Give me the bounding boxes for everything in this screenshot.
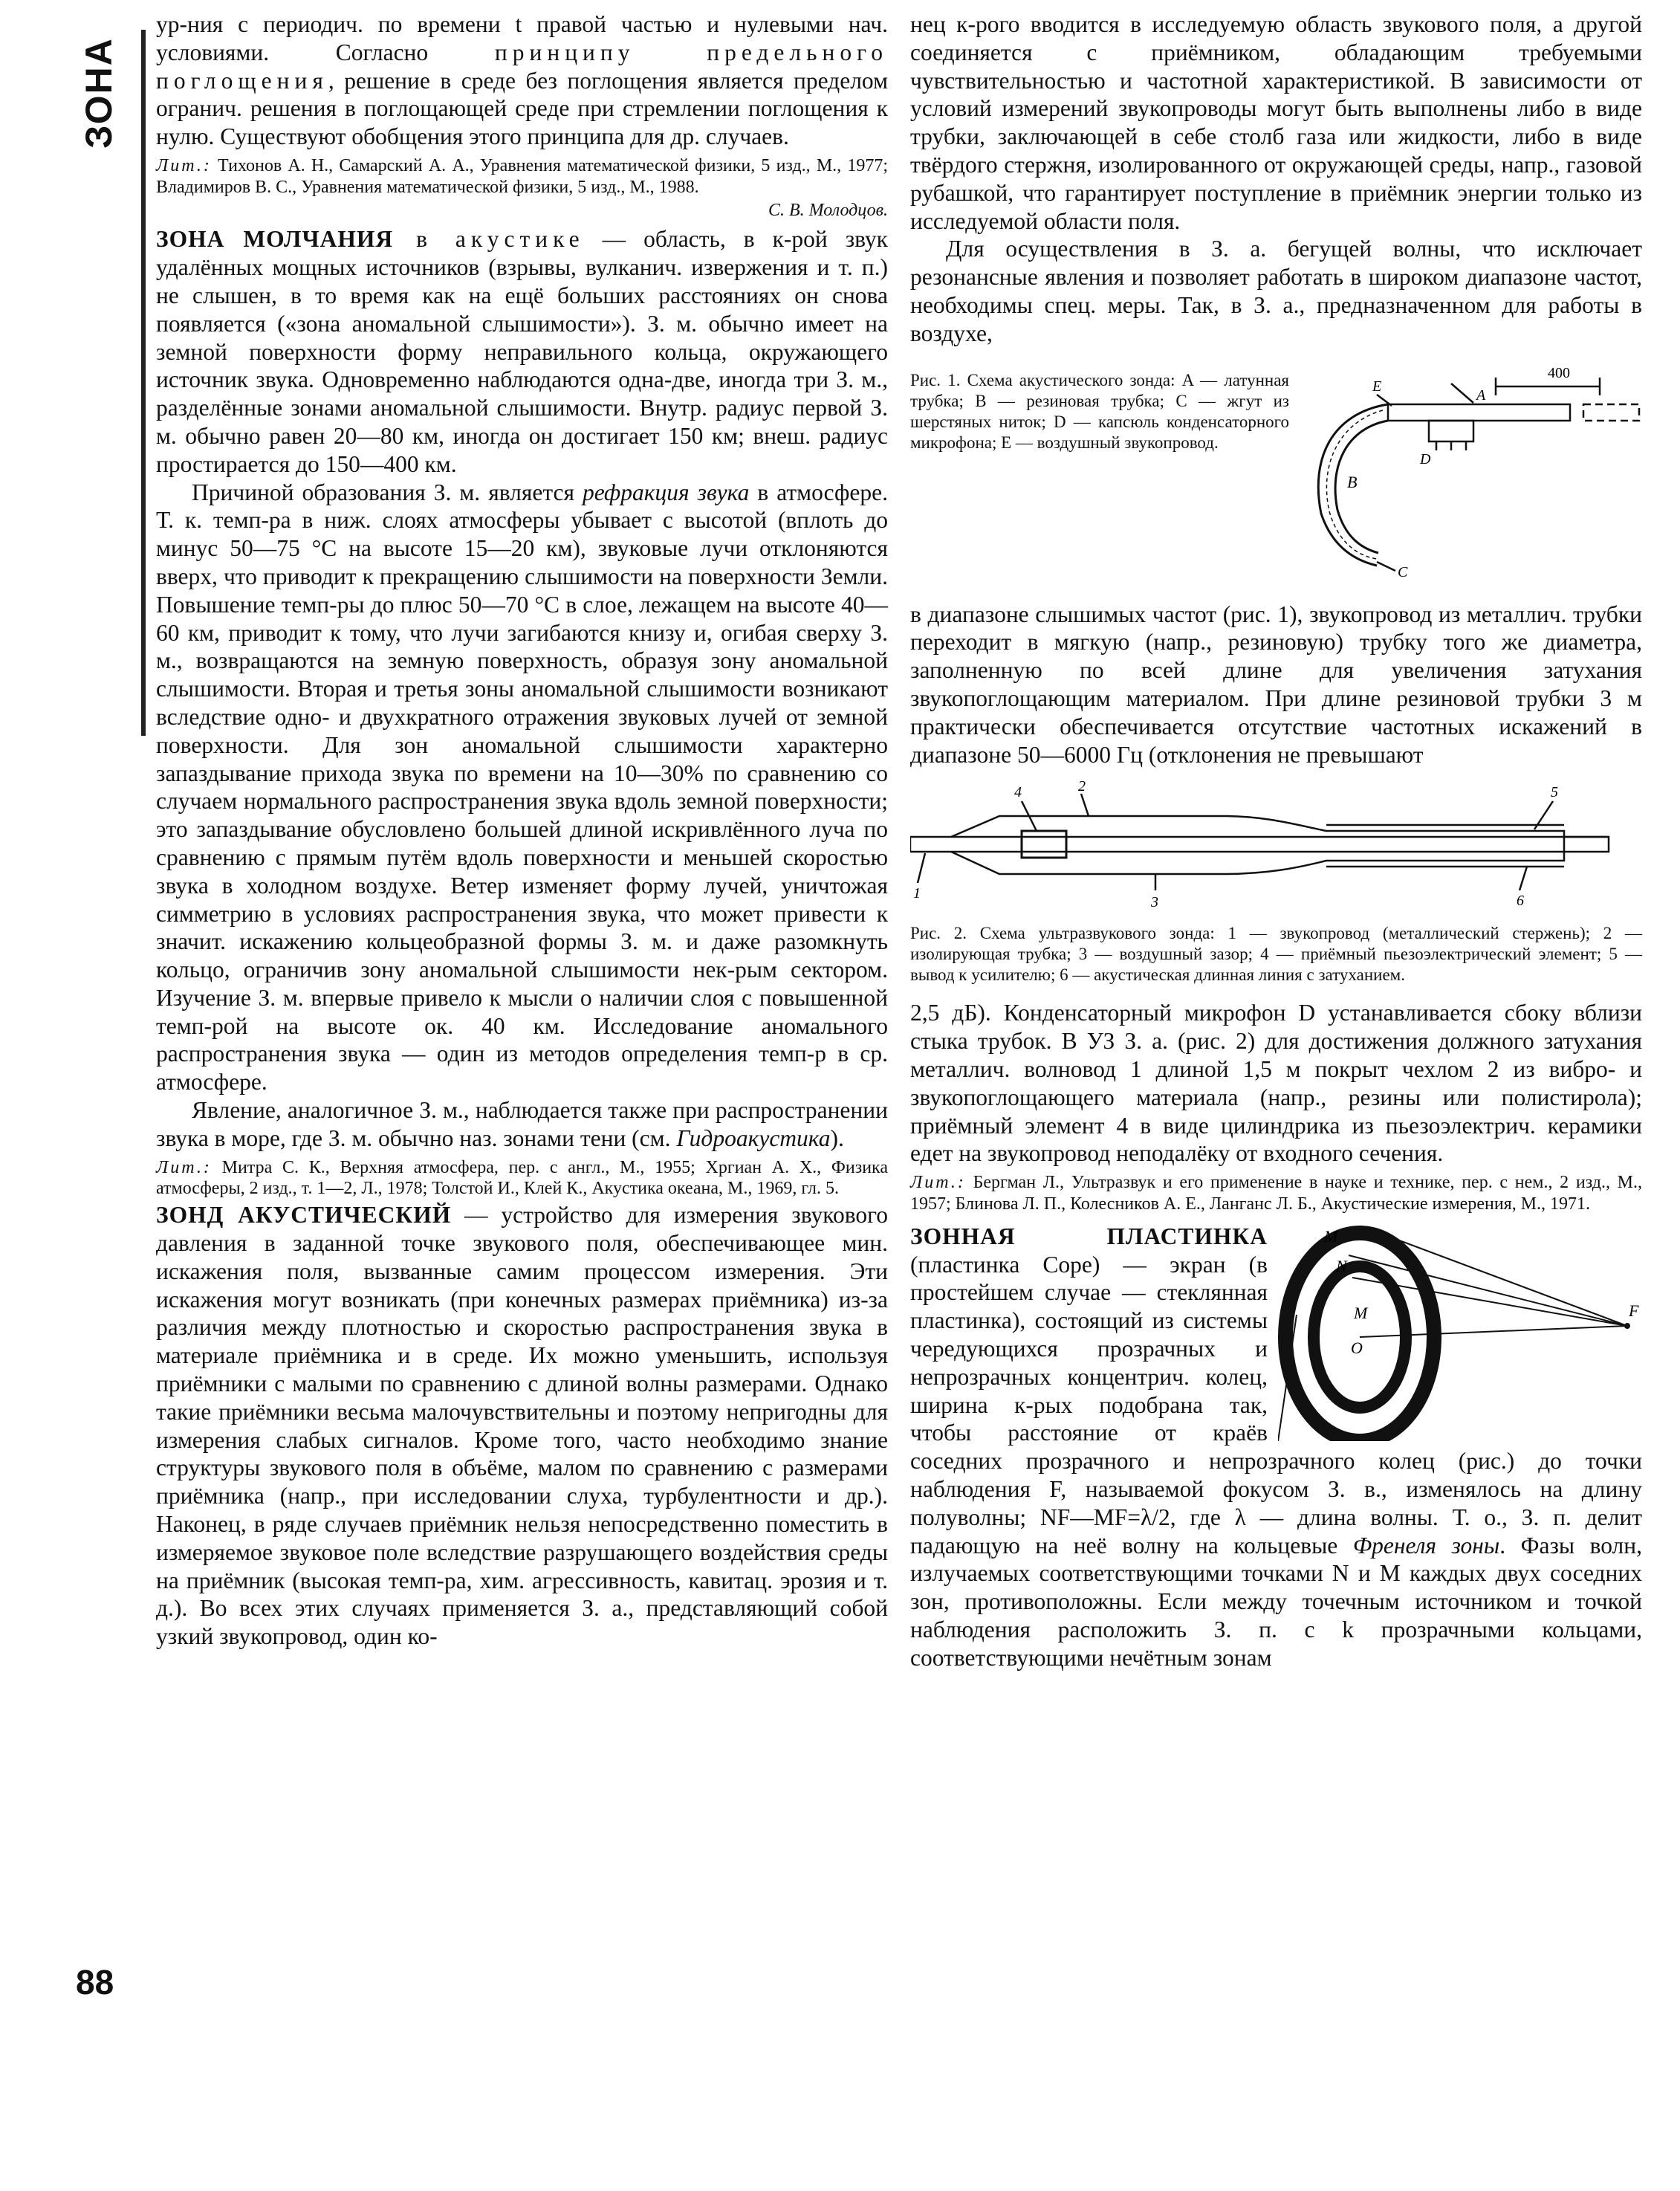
paragraph-sea: Явление, аналогичное З. м., наблюдается также при распространении звука в море, где З. м. обычно наз. зонами тени (см. Гидроакустика). (156, 1097, 888, 1151)
figure-1-drawing (1303, 361, 1641, 584)
figure-1-label-a: A (1476, 386, 1486, 404)
literature-3: Лит.: Бергман Л., Ультразвук и его применение в науке и технике, пер. с нем., 2 изд., М., 1957; Блинова Л. П., Колесников А. Е., Ланганс Л. Б., Акустические измерения, М., 1971. (910, 1173, 1642, 1214)
entry-zonnaya-plastinka: M N M O F ЗОННАЯ ПЛАСТИНКА (пластинка Соре) — экран (в простейшем случае — стеклянная пластинка), состоящий из системы чередующихся прозрачных и непрозрачных концентрич. колец, ширина к-рых подобрана так, чтобы расстояние от краёв соседних прозрачного и непрозрачного колец (рис.) до точки наблюдения F, называемой фокусом З. в., изменялось на длину полуволны; NF—MF=λ/2, где λ — длина волны. Т. о., З. п. делит падающую на неё волну на кольцевые Френеля зоны. Фазы волн, излучаемых соответствующими точками N и M каждых двух соседних зон, противоположны. Если между точечным источником и точкой наблюдения расположить З. п. с k прозрачными кольцами, соответствующими нечётным зонам (910, 1223, 1643, 1671)
figure-3-label-f: F (1629, 1301, 1639, 1320)
left-column (156, 10, 888, 1651)
tube-extension (1583, 404, 1639, 421)
section-word: ЗОНА (78, 37, 120, 149)
paragraph-running-wave: Для осуществления в З. а. бегущей волны, что исключает резонансные явления и позволяет работать в широком диапазоне частот, необходимы спец. меры. Так, в З. а., предназначенном для работы в воздухе, (910, 236, 1642, 346)
figure-1 (910, 361, 1642, 584)
brass-tube (1388, 404, 1570, 421)
margin-rule (141, 30, 146, 736)
author-signature: С. В. Молодцов. (768, 200, 888, 220)
figure-2-label-4: 4 (1014, 784, 1022, 801)
microphone-capsule (1429, 421, 1473, 441)
figure-2-label-5: 5 (1551, 784, 1558, 801)
piezo-element (1022, 831, 1066, 858)
figure-1-label-d: D (1420, 450, 1431, 467)
headword-zona-molchaniya: ЗОНА МОЛЧАНИЯ (156, 226, 394, 253)
figure-2-label-2: 2 (1078, 779, 1086, 795)
figure-1-dimension: 400 (1548, 364, 1570, 381)
figure-2-caption: Рис. 2. Схема ультразвукового зонда: 1 — звукопровод (металлический стержень); 2 — изолирующая трубка; 3 — воздушный зазор; 4 — приёмный пьезоэлектрический элемент; 5 — вывод к усилителю; 6 — акустическая длинная линия с затуханием. (910, 924, 1642, 985)
paragraph-rubber-tube: в диапазоне слышимых частот (рис. 1), звукопровод из металлич. трубки переходит в мягкую (напр., резиновую) трубку того же диаметра, заполненную по всей длине для увеличения затухания звукопоглощающим материалом. При длине резиновой трубки 3 м практически обеспечивается отсутствие частотных искажений в диапазоне 50—6000 Гц (отклонения не превышают (910, 601, 1642, 768)
paragraph-refraction: Причиной образования З. м. является рефракция звука в атмосфере. Т. к. темп-ра в ниж. слоях атмосферы убывает с высотой (вплоть до минус 50—75 °С на высоте 15—20 км), звуковые лучи отклоняются вверх, что приводит к прекращению слышимости на поверхности Земли. Повышение темп-ры до плюс 50—70 °С в слое, лежащем на высоте 40—60 км, приводит к тому, что лучи загибаются книзу и, огибая сверху З. м., возвращаются на земную поверхность, образуя зону аномальной слышимости. Вторая и третья зоны аномальной слышимости возникают вследствие одно- и двухкратного отражения звуковых лучей от земной поверхности. Для зон аномальной слышимости характерно запаздывание прихода звука по времени на 10—30% по сравнению со случаем нормального распространения звука вдоль земной поверхности; это запаздывание обусловлено большей длиной искривлённого луча по сравнению с прямым путём вдоль поверхности и меньшей скоростью звука в холодном воздухе. Ветер изменяет форму лучей, уничтожая симметрию в условиях распространения звука, что может привести к значит. искажению кольцеобразной формы З. м. и даже разомкнуть кольцо, ограничив зону аномальной слышимости нек-рым сектором. Изучение З. м. впервые привело к мысли о наличии слоя с повышенной темп-рой на высоте ок. 40 км. Исследование аномального распространения звука — один из методов определения темп-р в ср. атмосфере. (156, 479, 888, 1096)
entry-zond-akusticheskiy: ЗОНД АКУСТИЧЕСКИЙ — устройство для измерения звукового давления в заданной точке звукового поля, обеспечивающее мин. искажения поля, вызванные самим процессом измерения. Эти искажения могут возникать (при конечных размерах приёмника) из-за различия между плотностью и скоростью распространения звука в материале приёмника и в среде. Их можно уменьшить, используя приёмники с малыми по сравнению с длиной волны размерами. Однако такие приёмники весьма малочувствительны и поэтому непригодны для измерения слабых сигналов. Кроме того, часто необходимо знание структуры звукового поля в объёме, малом по сравнению с размерами приёмника (напр., при исследовании слуха, турбулентности и др.). Наконец, в ряде случаев приёмник нельзя непосредственно поместить в измеряемое звуковое поле вследствие разрушающего воздействия среды на приёмник (высокая темп-ра, хим. агрессивность, кавитац. эрозия и т. д.). Во всех этих случаях применяется З. а., представляющий собой узкий звукопровод, один ко- (156, 1202, 888, 1650)
figure-3-label-m: M (1354, 1303, 1368, 1322)
figure-1-label-b: B (1347, 472, 1358, 491)
figure-3-label-n: N (1336, 1256, 1347, 1275)
literature-2: Лит.: Митра С. К., Верхняя атмосфера, пер. с англ., М., 1955; Хргиан А. Х., Физика атмосферы, 2 изд., т. 1—2, Л., 1978; Толстой И., Клей К., Акустика океана, М., 1969, гл. 5. (156, 1157, 888, 1199)
article-end-paragraph: ур-ния с периодич. по времени t правой частью и нулевыми нач. условиями. Согласно принципу предельного поглощения, решение в среде без поглощения является пределом огранич. решения в поглощающей среде при стремлении поглощения к нулю. Существуют обобщения этого принципа для др. случаев. (156, 11, 888, 150)
figure-1-label-e: E (1372, 378, 1382, 395)
literature-1: Лит.: Тихонов А. Н., Самарский А. А., Уравнения математической физики, 5 изд., М., 1977; Владимиров В. С., Уравнения математической физики, 5 изд., М., 1988. (156, 155, 888, 197)
figure-2-drawing (910, 779, 1642, 920)
waveguide-rod (910, 837, 1609, 852)
figure-2-label-1: 1 (913, 885, 921, 902)
headword-zonnaya-plastinka: ЗОННАЯ ПЛАСТИНКА (910, 1223, 1268, 1249)
paragraph-zond-continued: нец к-рого вводится в исследуемую область звукового поля, а другой соединяется с приёмником, обладающим требуемыми чувствительностью и частотной характеристикой. В зависимости от условий измерений звукопроводы могут быть выполнены либо в виде трубки, заключающей в себе столб газа или жидкости, либо в виде твёрдого стержня, изолированного от окружающей среды, напр., газовой рубашкой, что гарантирует поступление в приёмник энергии только из исследуемой области поля. (910, 11, 1642, 234)
figure-2-label-3: 3 (1151, 894, 1158, 911)
focus-point (1624, 1323, 1630, 1329)
entry-zona-molchaniya: ЗОНА МОЛЧАНИЯ в акустике — область, в к-рой звук удалённых мощных источников (взрывы, вулканич. извержения и т. п.) не слышен, в то время как на ещё больших расстояниях он снова появляется («зона аномальной слышимости»). З. м. обычно имеет на земной поверхности форму неправильного кольца, окружающего источник звука. Одновременно наблюдаются одна-две, иногда три З. м., разделённые зонами аномальной слышимости. Внутр. радиус первой З. м. обычно равен 20—80 км, иногда он достигает 150 км; внеш. радиус простирается до 150—400 км. (156, 226, 888, 477)
figure-1-label-c: C (1398, 563, 1408, 580)
figure-3-label-o: O (1351, 1338, 1363, 1357)
figure-3-drawing (1278, 1226, 1642, 1441)
page-number: 88 (76, 1963, 114, 2001)
headword-zond-akusticheskiy: ЗОНД АКУСТИЧЕСКИЙ (156, 1202, 452, 1229)
paragraph-microphone: 2,5 дБ). Конденсаторный микрофон D устанавливается сбоку вблизи стыка трубок. В УЗ З. а. (рис. 2) для достижения должного затухания металлич. волновод 1 длиной 1,5 м покрыт чехлом 2 из вибро- и звукопоглощающего материала (напр., резины или полистирола); приёмный элемент 4 в виде цилиндрика из пьезоэлектрич. керамики едет на звукопровод неподалёку от входного сечения. (910, 1000, 1642, 1167)
figure-3-label-m-top: M (1324, 1226, 1338, 1246)
figure-1-caption: Рис. 1. Схема акустического зонда: A — латунная трубка; B — резиновая трубка; C — жгут из шерстяных ниток; D — капсюль конденсаторного микрофона; E — воздушный звукопровод. (910, 370, 1289, 452)
right-column (910, 10, 1642, 1672)
figure-2-label-6: 6 (1517, 893, 1524, 910)
